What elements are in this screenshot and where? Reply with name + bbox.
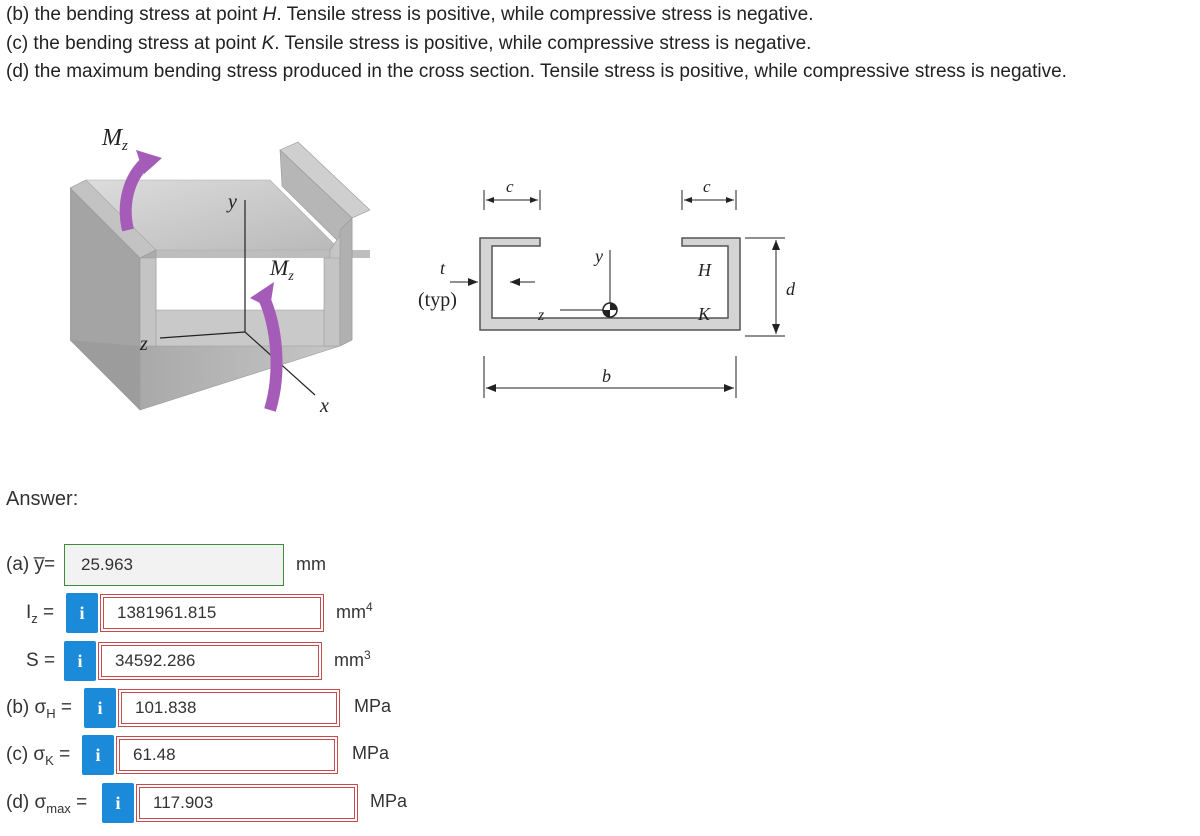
ybar-value: 25.963 — [81, 555, 133, 574]
axis-label-z-3d: z — [140, 333, 148, 355]
ybar-unit: mm — [296, 554, 326, 574]
info-icon-iz[interactable]: i — [66, 593, 98, 633]
sigma-max-unit: MPa — [370, 791, 408, 811]
axis-label-z-cs: z — [538, 307, 545, 324]
info-icon-sigma-k[interactable]: i — [82, 735, 114, 775]
question-d: (d) the maximum bending stress produced in the cross section. Tensile stress is positive, while compressive stress is negative. — [6, 61, 1067, 82]
axis-label-x-3d: x — [320, 395, 329, 417]
iz-label: $I_z$ = — [26, 602, 55, 626]
info-icon-sigma-h[interactable]: i — [84, 688, 116, 728]
sigma-k-label: (c) $\sigma_K$ = — [6, 744, 71, 768]
iz-value: 1381961.815 — [117, 603, 217, 622]
moment-label-top: $M_z$ — [102, 125, 128, 154]
dim-t: t — [440, 258, 446, 278]
sigma-max-label: (d) $\sigma_{max}$ = — [6, 792, 88, 816]
cross-section-figure — [410, 170, 830, 400]
sigma-k-value: 61.48 — [133, 745, 176, 764]
answer-label: Answer: — [6, 488, 79, 510]
channel-beam-3d-figure — [70, 110, 370, 420]
info-icon-s[interactable]: i — [64, 641, 96, 681]
s-unit: $mm^3$ — [334, 648, 371, 670]
ybar-input[interactable] — [64, 544, 284, 586]
point-K-label: K — [698, 304, 711, 324]
info-icon-sigma-max[interactable]: i — [102, 783, 134, 823]
sigma-h-label: (b) $\sigma_H$ = — [6, 697, 72, 721]
point-H-label: H — [698, 260, 711, 280]
ybar-label: (a) y̅= — [6, 554, 56, 575]
sigma-h-input[interactable] — [118, 689, 340, 727]
moment-label-mid: $M_z$ — [270, 255, 294, 284]
question-b: (b) the bending stress at point H. Tensile stress is positive, while compressive stress is negative. — [6, 4, 814, 25]
dim-typ: (typ) — [418, 289, 457, 311]
sigma-h-value: 101.838 — [135, 698, 197, 717]
sigma-max-value: 117.903 — [153, 793, 214, 812]
s-label: S = — [26, 650, 56, 671]
s-input[interactable] — [98, 642, 322, 680]
dim-c-left: c — [506, 177, 514, 196]
sigma-max-input[interactable] — [136, 784, 358, 822]
dim-d: d — [786, 279, 795, 299]
question-c: (c) the bending stress at point K. Tensile stress is positive, while compressive stress is negative. — [6, 33, 812, 54]
iz-input[interactable] — [100, 594, 324, 632]
dim-c-right: c — [703, 177, 711, 196]
dim-b: b — [602, 366, 611, 386]
axis-label-y-3d: y — [228, 191, 237, 213]
sigma-k-input[interactable] — [116, 736, 338, 774]
sigma-h-unit: MPa — [354, 696, 392, 716]
sigma-k-unit: MPa — [352, 743, 390, 763]
iz-unit: $mm^4$ — [336, 600, 373, 622]
axis-label-y-cs: y — [595, 246, 603, 266]
s-value: 34592.286 — [115, 651, 196, 670]
